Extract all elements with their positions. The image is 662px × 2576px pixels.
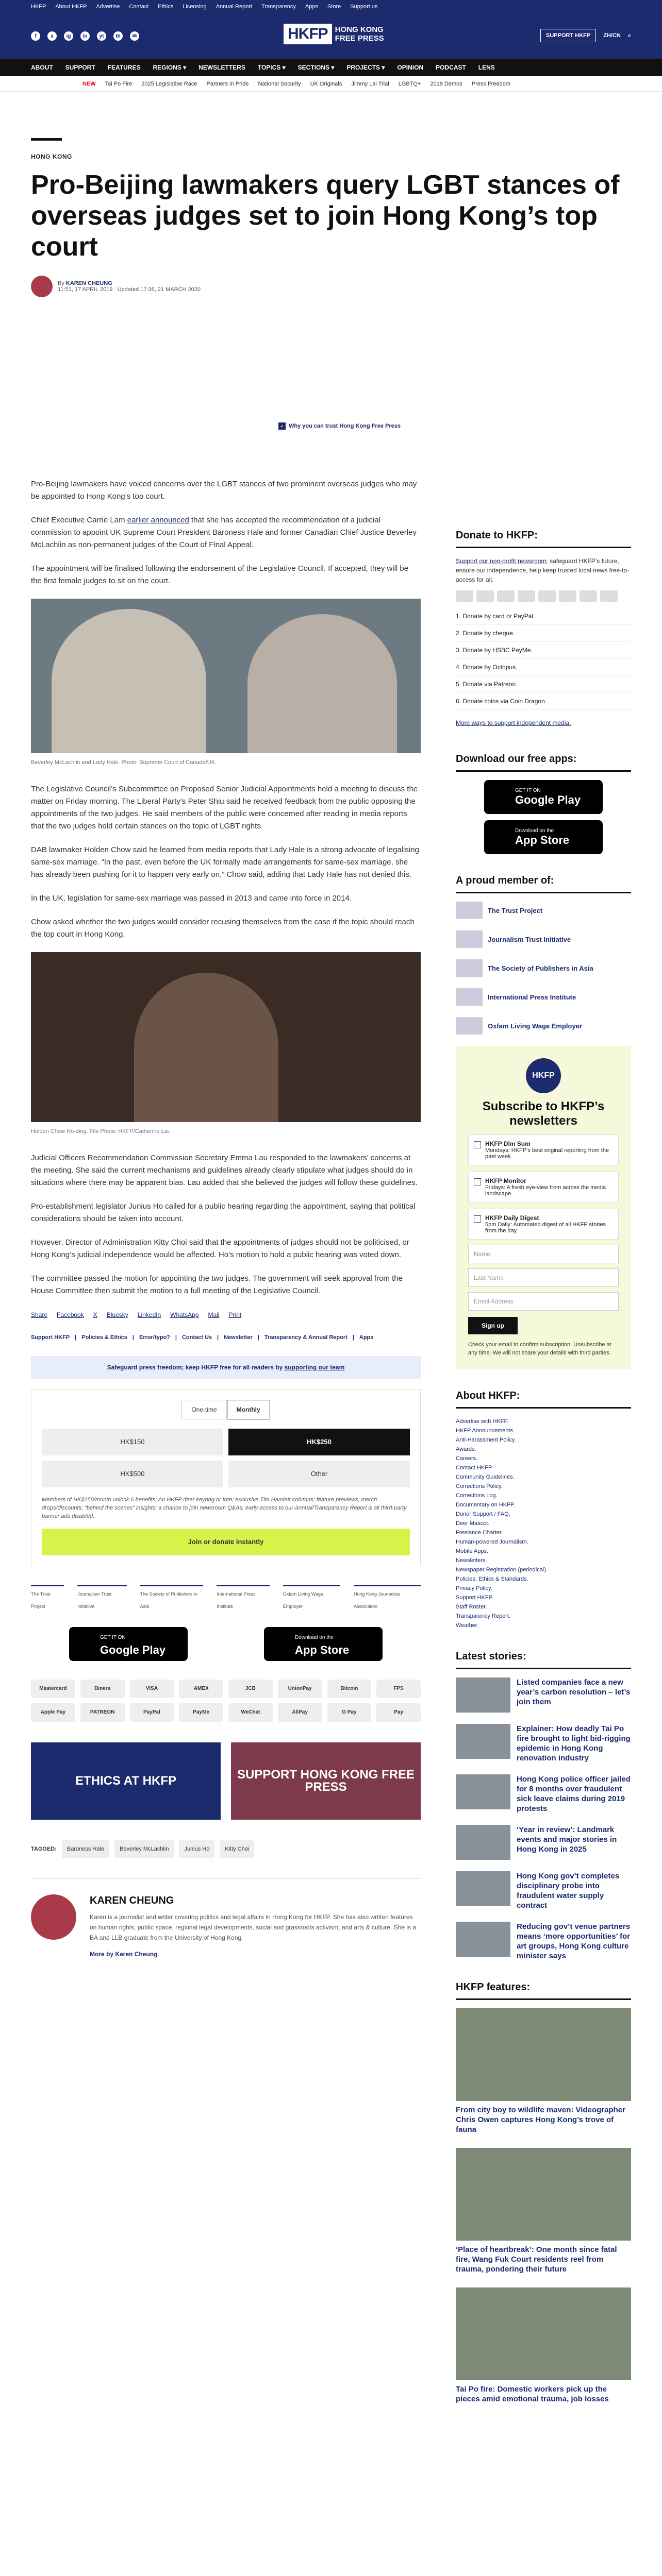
- member-logo[interactable]: Journalism Trust Initiative: [77, 1585, 126, 1613]
- payment-logo: Bitcoin: [327, 1680, 372, 1698]
- newsletter-text: [485, 1177, 613, 1197]
- newsletter-name: HKFP Daily Digest: [485, 1214, 539, 1222]
- more-by-author-link[interactable]: More by Karen Cheung: [90, 1951, 158, 1958]
- donate-widget: [31, 1389, 421, 1566]
- member-logo-icon: [456, 959, 483, 977]
- updated-date: Updated 17:36, 21 MARCH 2020: [117, 286, 201, 293]
- photo-caption: Beverley McLachlin and Lady Hale. Photo: Supreme Court of Canada/UK.: [31, 759, 217, 766]
- checkbox[interactable]: [474, 1141, 481, 1148]
- main-nav: [0, 59, 662, 76]
- about-link[interactable]: Support HKFP.: [456, 1595, 493, 1601]
- footer-link[interactable]: Error/typo?: [139, 1334, 170, 1341]
- author-avatar[interactable]: [31, 276, 53, 297]
- payment-logo: Pay: [376, 1703, 421, 1722]
- site-header: [0, 13, 662, 59]
- newsletter-signup: [456, 1046, 631, 1369]
- trending-link[interactable]: LGBTQ+: [398, 80, 421, 87]
- tag-link[interactable]: Beverley McLachlin: [114, 1840, 174, 1858]
- nav-item[interactable]: LENS: [478, 64, 495, 71]
- about-link[interactable]: Documentary on HKFP.: [456, 1502, 515, 1508]
- social-icon[interactable]: x: [47, 31, 57, 41]
- member-logo-icon: [456, 988, 483, 1006]
- about-link[interactable]: Mobile Apps.: [456, 1548, 488, 1554]
- latest-stories: [456, 1677, 631, 1961]
- about-link[interactable]: Corrections Policy.: [456, 1483, 503, 1489]
- member-item[interactable]: [456, 930, 631, 948]
- about-link[interactable]: Corrections Log.: [456, 1493, 498, 1499]
- trending-link[interactable]: National Security: [258, 80, 301, 87]
- about-link[interactable]: Newspaper Registration (periodical).: [456, 1567, 548, 1573]
- feature-image[interactable]: [456, 2148, 631, 2241]
- logo-mark: HKFP: [284, 24, 332, 44]
- donate-option[interactable]: 4. Donate by Octopus.: [456, 659, 631, 676]
- support-team-link[interactable]: supporting our team: [284, 1364, 345, 1371]
- story-thumbnail[interactable]: [456, 1774, 510, 1809]
- hkfp-logo: HKFP: [526, 1058, 561, 1093]
- about-link[interactable]: Community Guidelines.: [456, 1474, 515, 1480]
- story-thumbnail[interactable]: [456, 1825, 510, 1860]
- member-logo-icon: [456, 902, 483, 919]
- trending-link[interactable]: 2019 Demos: [430, 80, 462, 87]
- nav-item[interactable]: REGIONS ▾: [153, 64, 187, 71]
- payment-logo: PayPal: [130, 1703, 174, 1722]
- member-logo-icon: [456, 930, 483, 948]
- search-icon[interactable]: ⌕: [627, 32, 631, 39]
- topbar-link[interactable]: Advertise: [96, 4, 120, 10]
- author-name[interactable]: KAREN CHEUNG: [90, 1895, 174, 1906]
- payment-icons: [456, 590, 631, 602]
- payment-logo: AliPay: [278, 1703, 322, 1722]
- feature-image[interactable]: [456, 2287, 631, 2380]
- site-logo[interactable]: [284, 24, 384, 44]
- share-link[interactable]: LinkedIn: [137, 1311, 161, 1318]
- payment-logo: AMEX: [179, 1680, 223, 1698]
- share-link[interactable]: WhatsApp: [170, 1311, 199, 1318]
- paragraph: The Legislative Council’s Subcommittee on Proposed Senior Judicial Appointments held a meeting to discuss the matter on Friday morning. The Liberal Party’s Peter Shiu said he received feedback from the public opposing the appointments of the two judges. He said members of the public were concerned after reading in media reports that the two judges hold certain stances on the topic of LGBT rights.: [31, 785, 418, 831]
- feature-stories: [456, 2008, 631, 2404]
- story-item[interactable]: [456, 1724, 631, 1763]
- sidebar-app-buttons: [456, 780, 631, 854]
- about-link[interactable]: Human-powered Journalism.: [456, 1539, 528, 1545]
- footer-link[interactable]: Apps: [359, 1334, 374, 1341]
- topbar-link[interactable]: Annual Report: [216, 4, 253, 10]
- app-store-button[interactable]: Download on the App Store: [264, 1627, 383, 1661]
- promo-banners: [31, 1742, 421, 1820]
- topbar-link[interactable]: Ethics: [158, 4, 174, 10]
- feature-item[interactable]: [456, 2148, 631, 2274]
- trending-link[interactable]: Jimmy Lai Trial: [351, 80, 389, 87]
- about-title: About HKFP:: [456, 1390, 631, 1409]
- title-rule: [31, 138, 62, 141]
- payment-methods: [31, 1680, 421, 1722]
- donate-options: [456, 608, 631, 710]
- feature-title[interactable]: Tai Po fire: Domestic workers pick up the pieces amid emotional trauma, job losses: [456, 2385, 609, 2403]
- about-link[interactable]: Deer Mascot.: [456, 1520, 490, 1527]
- nonprofit-link[interactable]: Support our non-profit newsroom:: [456, 557, 548, 565]
- about-link[interactable]: Freelance Charter.: [456, 1530, 503, 1536]
- footer-link[interactable]: Support HKFP: [31, 1334, 70, 1341]
- about-link[interactable]: Transparency Report.: [456, 1613, 510, 1619]
- payment-logo: Apple Pay: [31, 1703, 75, 1722]
- share-link[interactable]: X: [93, 1311, 97, 1318]
- tag-link[interactable]: Baroness Hale: [62, 1840, 109, 1858]
- topbar-link[interactable]: Apps: [305, 4, 318, 10]
- footer-link[interactable]: Contact Us: [181, 1334, 212, 1341]
- judges-photo: [31, 599, 421, 753]
- apps-title: Download our free apps:: [456, 753, 631, 772]
- social-icon[interactable]: in: [80, 31, 90, 41]
- story-title[interactable]: Hong Kong police officer jailed for 8 months over fraudulent sick leave claims during 2019 protests: [517, 1775, 631, 1813]
- topbar-link[interactable]: About HKFP: [55, 4, 87, 10]
- trust-link[interactable]: ✓ Why you can trust Hong Kong Free Press: [278, 422, 401, 430]
- social-links: [31, 31, 139, 41]
- divider: |: [352, 1334, 354, 1341]
- about-list: [456, 1417, 631, 1630]
- about-link[interactable]: Donor Support / FAQ.: [456, 1511, 510, 1517]
- article-body: [31, 478, 421, 1960]
- paragraph: Chief Executive Carrie Lam earlier announced that she has accepted the recommendation of a judicial commission to appoint UK Supreme Court President Baroness Hale and former Canadian Chief Justice Beverley McLachlin as non-permanent judges of the Court of Final Appeal.: [31, 516, 417, 549]
- story-title[interactable]: Listed companies face a new year’s carbon resolution – let’s join them: [517, 1678, 631, 1706]
- google-play-button[interactable]: GET IT ON Google Play: [69, 1627, 188, 1661]
- header-actions: [540, 29, 631, 42]
- payment-logo: Mastercard: [31, 1680, 75, 1698]
- nav-item[interactable]: OPINION: [397, 64, 424, 71]
- story-item[interactable]: [456, 1774, 631, 1814]
- member-list: [456, 902, 631, 1035]
- payment-logo: G Pay: [327, 1703, 372, 1722]
- article-kicker[interactable]: HONG KONG: [31, 153, 72, 160]
- about-link[interactable]: Advertise with HKFP.: [456, 1418, 509, 1425]
- feature-image[interactable]: [456, 2008, 631, 2101]
- app-store-button[interactable]: Download on the App Store: [484, 820, 603, 854]
- author-bio: Karen is a journalist and writer covering politics and legal affairs in Hong Kong for HKFP. She has also written features on human rights, public space, regional legal developments, social and grassroots activism, and arts & culture. She is a BA and LLB graduate from the University of Hong Kong.: [90, 1913, 416, 1941]
- share-link: Share: [31, 1311, 48, 1318]
- newsletter-option[interactable]: [468, 1209, 619, 1240]
- donate-title: Donate to HKFP:: [456, 530, 631, 548]
- about-link[interactable]: Staff Roster.: [456, 1604, 487, 1610]
- monthly-tab[interactable]: Monthly: [227, 1400, 270, 1419]
- about-link[interactable]: Privacy Policy.: [456, 1585, 492, 1591]
- email-field[interactable]: Email Address: [468, 1292, 619, 1311]
- author-box: [31, 1878, 421, 1960]
- member-name: Journalism Trust Initiative: [488, 935, 571, 943]
- payment-logo: FPS: [376, 1680, 421, 1698]
- signup-button[interactable]: Sign up: [468, 1317, 518, 1334]
- trending-link[interactable]: Press Freedom: [471, 80, 510, 87]
- trending-link[interactable]: 2025 Legislative Race: [141, 80, 197, 87]
- member-item[interactable]: [456, 988, 631, 1006]
- donate-option[interactable]: 6. Donate coins via Coin Dragon.: [456, 693, 631, 710]
- member-logo-icon: [456, 1017, 483, 1035]
- tags-label: TAGGED:: [31, 1846, 57, 1852]
- member-name: The Trust Project: [488, 906, 543, 914]
- topbar-link[interactable]: Transparency: [261, 4, 296, 10]
- member-logos-row: [31, 1585, 421, 1613]
- member-name: The Society of Publishers in Asia: [488, 964, 593, 972]
- payment-logo: JCB: [228, 1680, 273, 1698]
- donate-option[interactable]: 5. Donate via Patreon.: [456, 676, 631, 693]
- newsletter-desc: Mondays: HKFP’s best original reporting from the past week.: [485, 1147, 609, 1160]
- author-link[interactable]: KAREN CHEUNG: [65, 280, 112, 286]
- nav-item[interactable]: SUPPORT: [65, 64, 95, 71]
- checkbox[interactable]: [474, 1178, 481, 1185]
- paragraph: The appointment will be finalised following the endorsement of the Legislative Council. If accepted, they will be the first female judges to sit on the court.: [31, 564, 409, 585]
- social-icon[interactable]: ✉: [130, 31, 139, 41]
- divider: |: [175, 1334, 177, 1341]
- footer-link[interactable]: Transparency & Annual Report: [264, 1334, 347, 1341]
- safeguard-banner: Safeguard press freedom; keep HKFP free for all readers by supporting our team: [31, 1356, 421, 1379]
- topbar-link[interactable]: Licensing: [183, 4, 207, 10]
- member-item[interactable]: [456, 1017, 631, 1035]
- payment-logo: WeChat: [228, 1703, 273, 1722]
- story-thumbnail[interactable]: [456, 1677, 510, 1713]
- about-link[interactable]: Policies, Ethics & Standards.: [456, 1576, 528, 1582]
- latest-title: Latest stories:: [456, 1651, 631, 1669]
- story-item[interactable]: [456, 1825, 631, 1860]
- share-link[interactable]: Bluesky: [106, 1311, 128, 1318]
- social-icon[interactable]: yt: [97, 31, 106, 41]
- google-play-button[interactable]: GET IT ON Google Play: [484, 780, 603, 814]
- paragraph: Pro-establishment legislator Junius Ho called for a public hearing regarding the appointment, saying that political considerations should be taken into account.: [31, 1202, 416, 1223]
- social-icon[interactable]: ig: [64, 31, 73, 41]
- member-name: Oxfam Living Wage Employer: [488, 1022, 583, 1030]
- paragraph: DAB lawmaker Holden Chow said he learned from media reports that Lady Hale is a strong advocate of legalising same-sex marriage. “In the past, even before the UK formally made arrangements for same-sex marriage, she has already been pushing for it to happen very early on,” Chow said, adding that Lady Hale has not denied this.: [31, 845, 419, 879]
- newsletter-text: [485, 1214, 613, 1234]
- more-ways-link[interactable]: More ways to support independent media.: [456, 719, 571, 726]
- support-banner[interactable]: SUPPORT HONG KONG FREE PRESS: [231, 1742, 421, 1820]
- share-link[interactable]: Facebook: [57, 1311, 84, 1318]
- member-item[interactable]: [456, 959, 631, 977]
- page-content: [31, 138, 631, 2403]
- member-logo[interactable]: The Trust Project: [31, 1585, 64, 1613]
- newsletter-name: HKFP Monitor: [485, 1177, 526, 1184]
- newsletter-title: Subscribe to HKFP’s newsletters: [482, 1099, 605, 1128]
- trending-link[interactable]: Partners in Pride: [206, 80, 249, 87]
- publish-date: 11:51, 17 APRIL 2019: [58, 286, 113, 293]
- story-title[interactable]: Reducing gov’t venue partners means ‘more opportunities’ for art groups, Hong Kong culture minister says: [517, 1922, 631, 1960]
- donate-option[interactable]: 3. Donate by HSBC PayMe.: [456, 642, 631, 659]
- story-thumbnail[interactable]: [456, 1871, 510, 1906]
- feature-title[interactable]: From city boy to wildlife maven: Videographer Chris Owen captures Hong Kong’s trove of fauna: [456, 2106, 625, 2134]
- divider: |: [217, 1334, 219, 1341]
- about-link[interactable]: Awards.: [456, 1446, 476, 1452]
- photo-caption: Holden Chow Ho-ding. File Photo: HKFP/Catherine Lai.: [31, 1128, 171, 1134]
- newsletter-desc: 5pm Daily: Automated digest of all HKFP stories from the day.: [485, 1222, 606, 1234]
- trending-link[interactable]: UK Originals: [310, 80, 342, 87]
- nav-item[interactable]: TOPICS ▾: [257, 64, 286, 71]
- nav-item[interactable]: PODCAST: [436, 64, 466, 71]
- app-buttons: [31, 1627, 421, 1661]
- new-badge: NEW: [82, 80, 96, 87]
- member-logo[interactable]: International Press Institute: [217, 1585, 269, 1613]
- payment-logo: UnionPay: [278, 1680, 322, 1698]
- donate-option[interactable]: 2. Donate by cheque.: [456, 625, 631, 642]
- feature-item[interactable]: [456, 2008, 631, 2134]
- donate-option[interactable]: 1. Donate by card or PayPal.: [456, 608, 631, 625]
- article-title: Pro-Beijing lawmakers query LGBT stances of overseas judges set to join Hong Kong’s top court: [31, 170, 620, 262]
- inline-link[interactable]: earlier announced: [127, 516, 189, 524]
- topbar-link[interactable]: Contact: [129, 4, 149, 10]
- last-name-field[interactable]: Last Name: [468, 1268, 619, 1287]
- divider: |: [75, 1334, 77, 1341]
- article-footer-links: [31, 1331, 421, 1344]
- paragraph: The committee passed the motion for appointing the two judges. The government will seek approval from the House Committee then submit the motion to a full meeting of the Legislative Council.: [31, 1274, 403, 1295]
- newsletter-note: Check your email to confirm subscription. Unsubscribe at any time. We will not share your details with third parties.: [468, 1342, 611, 1356]
- topbar-link[interactable]: Store: [327, 4, 341, 10]
- amount-option[interactable]: Other: [228, 1461, 410, 1487]
- checkbox[interactable]: [474, 1215, 481, 1223]
- join-button[interactable]: Join or donate instantly: [42, 1529, 410, 1555]
- tag-link[interactable]: Junius Ho: [179, 1840, 214, 1858]
- newsletter-name: HKFP Dim Sum: [485, 1140, 531, 1147]
- member-logo[interactable]: The Society of Publishers in Asia: [140, 1585, 204, 1613]
- tag-link[interactable]: Kitty Choi: [220, 1840, 254, 1858]
- share-link[interactable]: Print: [228, 1311, 242, 1318]
- newsletter-text: [485, 1140, 613, 1160]
- about-link[interactable]: Contact HKFP.: [456, 1465, 493, 1471]
- social-icon[interactable]: th: [113, 31, 123, 41]
- newsletter-option[interactable]: [468, 1134, 619, 1165]
- donate-intro: Support our non-profit newsroom: safeguard HKFP’s future, ensure our independence, help keep trusted local news free-to-access for all.: [456, 557, 630, 583]
- amount-options: [42, 1429, 410, 1487]
- divider: |: [257, 1334, 259, 1341]
- payment-logo: Diners: [80, 1680, 125, 1698]
- nav-item[interactable]: PROJECTS ▾: [346, 64, 385, 71]
- topbar-link[interactable]: Support us: [350, 4, 378, 10]
- nav-item[interactable]: FEATURES: [107, 64, 141, 71]
- features-title: HKFP features:: [456, 1981, 631, 2000]
- support-button[interactable]: SUPPORT HKFP: [540, 29, 596, 42]
- social-icon[interactable]: f: [31, 31, 40, 41]
- nav-item[interactable]: NEWSLETTERS: [198, 64, 245, 71]
- story-thumbnail[interactable]: [456, 1724, 510, 1759]
- payment-logo: VISA: [130, 1680, 174, 1698]
- footer-link[interactable]: Newsletter: [224, 1334, 253, 1341]
- holden-chow-photo: [31, 952, 421, 1122]
- about-link[interactable]: Anti-Harassment Policy.: [456, 1437, 516, 1443]
- payment-logo: PayMe: [179, 1703, 223, 1722]
- trending-link[interactable]: Tai Po Fire: [105, 80, 133, 87]
- paragraph: Chow asked whether the two judges would consider recusing themselves from the case if the topic should reach the top court in Hong Kong.: [31, 918, 415, 939]
- story-thumbnail[interactable]: [456, 1922, 510, 1957]
- payment-logo: PATREON: [80, 1703, 125, 1722]
- sidebar: [456, 530, 631, 2417]
- about-link[interactable]: Careers.: [456, 1455, 478, 1462]
- story-item[interactable]: [456, 1871, 631, 1910]
- story-title[interactable]: ‘Year in review’: Landmark events and major stories in Hong Kong in 2025: [517, 1825, 617, 1854]
- story-item[interactable]: [456, 1922, 631, 1961]
- footer-link[interactable]: Policies & Ethics: [81, 1334, 127, 1341]
- membership-note: Members of HK$150/month unlock 6 benefits: An HKFP deer keyring or tote; exclusive Tim Hamlett columns; feature previews; merch drops/discounts; “behind the scenes” insights; a chance to join newsroom Q&As; early-access to our Annual/Transparency Report & all third-party banner ads disabled.: [42, 1497, 407, 1519]
- tag-list: [31, 1840, 421, 1858]
- share-links: [31, 1309, 421, 1321]
- one-time-tab[interactable]: One-time: [181, 1400, 226, 1419]
- nav-item[interactable]: SECTIONS ▾: [297, 64, 335, 71]
- name-field[interactable]: Name: [468, 1245, 619, 1263]
- topbar-link[interactable]: HKFP: [31, 4, 46, 10]
- paragraph: However, Director of Administration Kitty Choi said that the appointments of judges should not be politicised, or Hong Kong’s judicial independence would be affected. Ho’s motion to hold a public hearing was voted down.: [31, 1238, 409, 1259]
- trending-nav: [0, 76, 662, 92]
- paragraph: Pro-Beijing lawmakers have voiced concerns over the LGBT stances of two prominent overseas judges who may be appointed to Hong Kong’s top court.: [31, 480, 417, 501]
- story-title[interactable]: Hong Kong gov’t completes disciplinary probe into fraudulent water supply contract: [517, 1872, 620, 1910]
- member-name: International Press Institute: [488, 993, 576, 1001]
- paragraph: Judicial Officers Recommendation Commission Secretary Emma Lau responded to the lawmakers’ concerns at the meeting. She said the current mechanisms and guidelines already clearly stipulate what judges should do in situations where there may be apparent bias. Lau added that she believed the judges will follow these guidelines.: [31, 1154, 418, 1187]
- feature-item[interactable]: [456, 2287, 631, 2404]
- story-title[interactable]: Explainer: How deadly Tai Po fire brought to light bid-rigging epidemic in Hong Kong renovation industry: [517, 1724, 631, 1762]
- about-link[interactable]: Newsletters.: [456, 1557, 487, 1564]
- amount-option[interactable]: HK$150: [42, 1429, 223, 1455]
- amount-option[interactable]: HK$500: [42, 1461, 223, 1487]
- amount-option[interactable]: HK$250: [228, 1429, 410, 1455]
- ethics-banner[interactable]: ETHICS AT HKFP: [31, 1742, 221, 1820]
- about-link[interactable]: HKFP Announcements.: [456, 1428, 515, 1434]
- top-utility-bar: [0, 0, 662, 13]
- story-item[interactable]: [456, 1677, 631, 1713]
- trust-icon: ✓: [278, 422, 286, 430]
- about-link[interactable]: Weather.: [456, 1622, 478, 1629]
- byline: By KAREN CHEUNG 11:51, 17 APRIL 2019 Updated 17:36, 21 MARCH 2020: [31, 276, 631, 297]
- member-logo[interactable]: Hong Kong Journalists Association: [354, 1585, 421, 1613]
- feature-title[interactable]: ‘Place of heartbreak’: One month since fatal fire, Wang Fuk Court residents reel from trauma, pondering their future: [456, 2245, 617, 2274]
- author-avatar[interactable]: [31, 1894, 76, 1940]
- logo-wordmark: HONG KONG FREE PRESS: [335, 25, 384, 43]
- newsletter-desc: Fridays: A fresh eye-view from across the media landscape.: [485, 1184, 606, 1197]
- nav-item[interactable]: ABOUT: [31, 64, 53, 71]
- frequency-toggle: [42, 1400, 410, 1419]
- member-item[interactable]: [456, 902, 631, 919]
- member-logo[interactable]: Oxfam Living Wage Employer: [283, 1585, 340, 1613]
- paragraph: In the UK, legislation for same-sex marriage was passed in 2013 and came into force in 2014.: [31, 894, 352, 903]
- divider: |: [132, 1334, 134, 1341]
- share-link[interactable]: Mail: [208, 1311, 220, 1318]
- language-switch[interactable]: ZH/CN: [603, 32, 621, 39]
- member-title: A proud member of:: [456, 875, 631, 893]
- newsletter-option[interactable]: [468, 1172, 619, 1202]
